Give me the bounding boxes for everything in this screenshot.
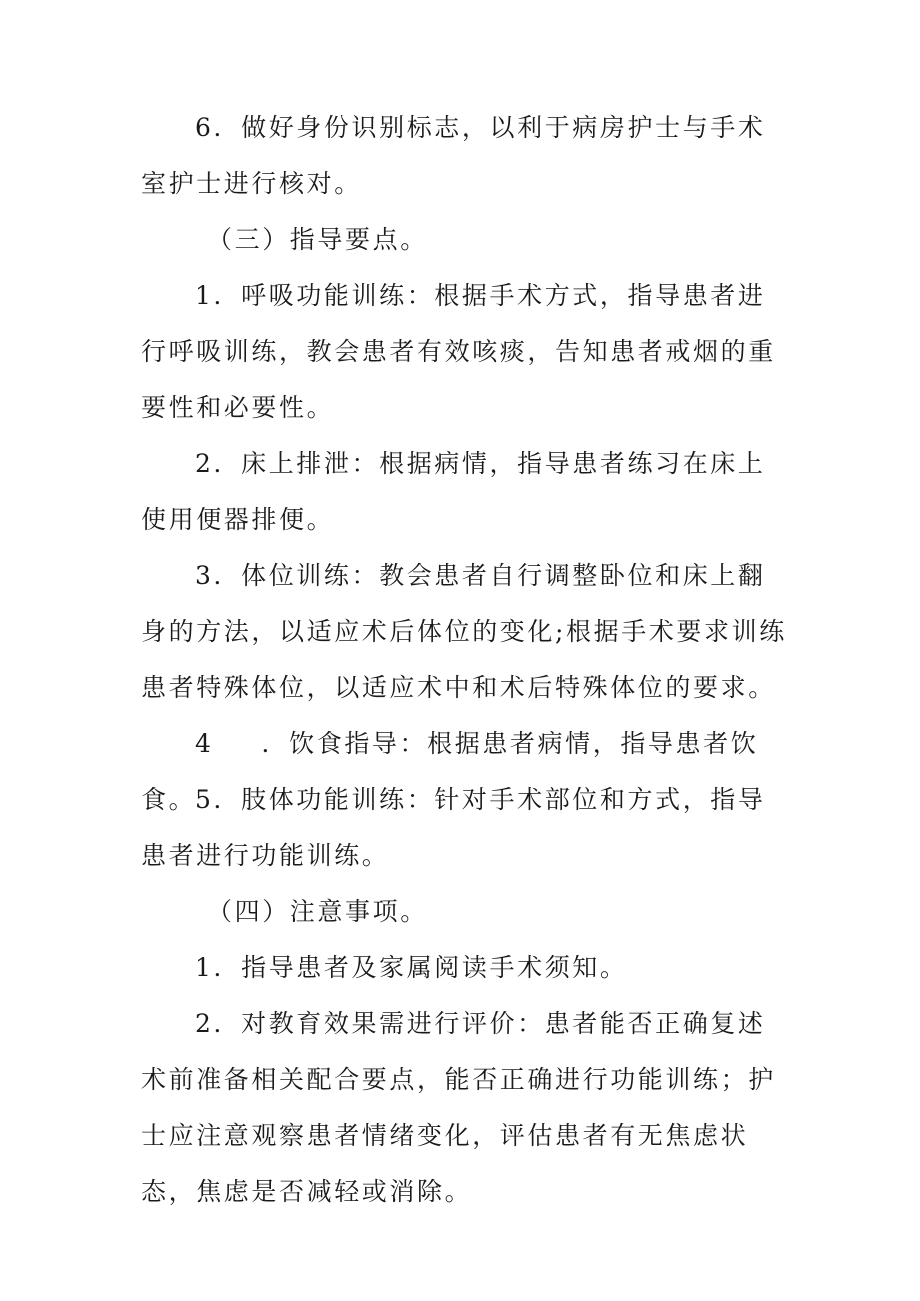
section-heading-4 (141, 884, 793, 940)
paragraph-guidance-3 (141, 548, 793, 716)
paragraph-text: ．饮食指导：根据患者病情，指导患者饮食。 (141, 729, 759, 814)
paragraph-text: 1．指导患者及家属阅读手术须知。 (195, 953, 628, 982)
paragraph-text: 5．肢体功能训练：针对手术部位和方式，指导患者进行功能训练。 (141, 785, 766, 870)
paragraph-text: 3．体位训练：教会患者自行调整卧位和床上翻身的方法，以适应术后体位的变化;根据手术要求训练患者特殊体位，以适应术中和术后特殊体位的要求。 (141, 561, 787, 702)
paragraph-text: 1．呼吸功能训练：根据手术方式，指导患者进行呼吸训练，教会患者有效咳痰，告知患者戒烟的重要性和必要性。 (141, 281, 776, 422)
heading-text: （四）注意事项。 (207, 897, 428, 926)
paragraph-note-1 (141, 940, 793, 996)
paragraph-guidance-1 (141, 268, 793, 436)
heading-text: （三）指导要点。 (207, 225, 428, 254)
paragraph-text: 2．床上排泄：根据病情，指导患者练习在床上使用便器排便。 (141, 449, 766, 534)
paragraph-guidance-2 (141, 436, 793, 548)
paragraph-item-6 (141, 100, 793, 212)
item-number: 4 (195, 729, 214, 758)
paragraph-note-2 (141, 996, 793, 1220)
section-heading-3 (141, 212, 793, 268)
paragraph-text: 6．做好身份识别标志，以利于病房护士与手术室护士进行核对。 (141, 113, 766, 198)
paragraph-guidance-5 (141, 772, 793, 884)
paragraph-text: 2．对教育效果需进行评价：患者能否正确复述术前准备相关配合要点，能否正确进行功能训练；护士应注意观察患者情绪变化，评估患者有无焦虑状态，焦虑是否减轻或消除。 (141, 1009, 776, 1206)
